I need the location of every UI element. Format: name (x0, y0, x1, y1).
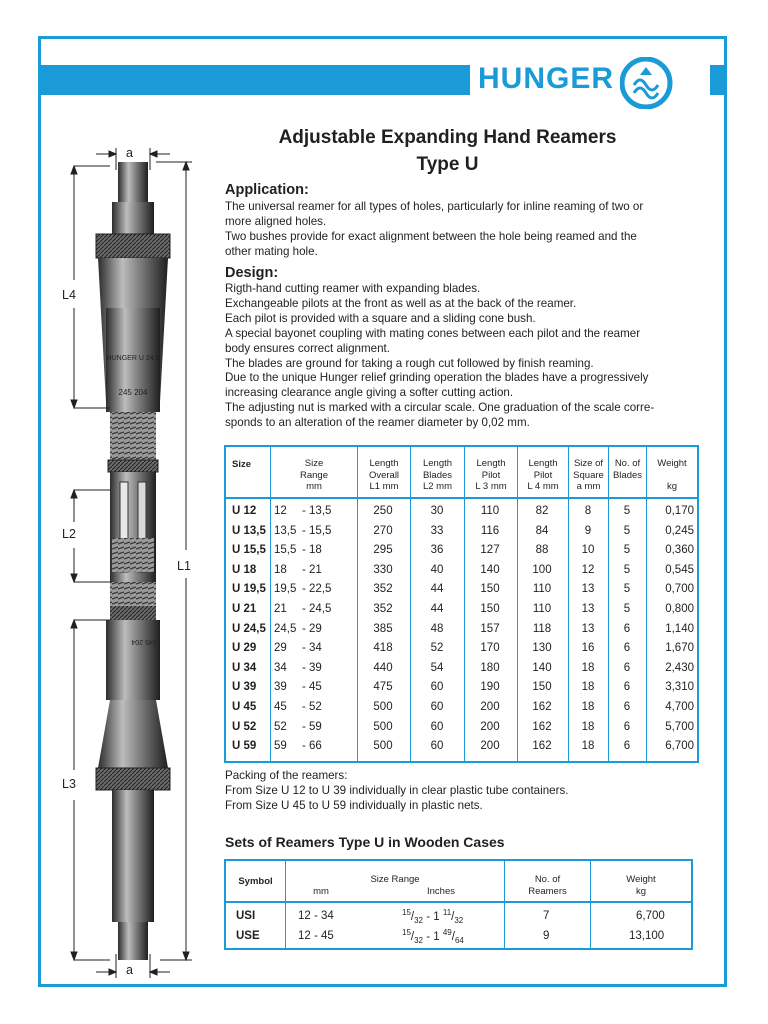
table-cell: 352 (373, 583, 393, 596)
table-cell: 440 (373, 661, 393, 674)
design-line: sponds to an alteration of the reamer diameter by 0,02 mm. (225, 416, 530, 430)
sets-cell-inches: $^{15}/_{32} - 1$ $^{49}/_{64}$ (402, 928, 464, 946)
table-cell: 5,700 (665, 720, 694, 733)
table-cell: U 19,5 (232, 583, 266, 596)
table-cell: 18 (581, 720, 595, 733)
table-cell: 3,310 (665, 681, 694, 694)
sets-cell-reamers: 9 (543, 930, 550, 942)
table-header-line: Length (422, 458, 453, 469)
application-line: other mating hole. (225, 244, 318, 258)
table-cell: 44 (430, 603, 444, 615)
packing-line: From Size U 45 to U 59 individually in plastic nets. (225, 798, 483, 812)
table-header-line: Overall (368, 469, 400, 481)
page-title-line2: Type U (416, 154, 479, 175)
table-cell: 418 (373, 642, 393, 655)
table-cell: 162 (532, 740, 552, 753)
table-cell: 13 (581, 622, 595, 635)
table-header-line: Blades (422, 469, 453, 481)
table-cell: 6 (623, 622, 631, 635)
table-cell: U 52 (232, 720, 257, 733)
table-cell: - 15,5 (302, 524, 332, 537)
table-cell: 0,360 (665, 544, 694, 557)
fraction-denominator: 32 (454, 916, 464, 926)
brand-emblem-icon (620, 57, 710, 109)
table-cell: 5 (623, 505, 631, 517)
table-header-line: kg (666, 481, 678, 492)
sets-cell-weight: 6,700 (636, 910, 665, 922)
table-cell: 100 (532, 563, 552, 576)
sets-cell-weight: 13,100 (629, 930, 665, 942)
packing-text (225, 769, 568, 814)
table-cell: 4,700 (665, 701, 694, 713)
table-header-line: Length (528, 458, 558, 469)
table-cell: 15,5 (274, 544, 297, 557)
table-cell: - 29 (302, 622, 322, 635)
table-cell: 30 (430, 505, 444, 517)
table-cell: 475 (373, 681, 393, 694)
table-cell: - 39 (302, 661, 322, 674)
table-cell: 6 (623, 661, 631, 674)
table-cell: 162 (532, 720, 552, 733)
table-cell: U 15,5 (232, 544, 266, 557)
table-cell: - 59 (302, 720, 322, 733)
table-cell: 0,170 (665, 505, 694, 517)
sets-header-reamers-line: No. of (534, 874, 561, 885)
table-header-cell (411, 458, 464, 493)
table-cell: 140 (480, 563, 500, 576)
table-cell: 5 (623, 544, 631, 557)
sets-header-inches: Inches (427, 886, 455, 897)
table-cell: 13,5 (274, 524, 297, 537)
table-header-cell (569, 458, 608, 493)
table-cell: U 21 (232, 603, 257, 615)
fraction-denominator: 64 (454, 936, 464, 946)
packing-line: From Size U 12 to U 39 individually in clear plastic tube containers. (225, 783, 569, 797)
sets-table (224, 859, 693, 950)
design-line: Exchangeable pilots at the front as well as at the back of the reamer. (225, 296, 577, 310)
table-cell: 0,700 (665, 583, 694, 596)
table-cell: - 45 (302, 681, 322, 694)
table-cell: 13 (581, 583, 595, 596)
sets-cell-symbol: USI (236, 910, 256, 922)
table-cell: 52 (430, 642, 444, 655)
table-cell: 60 (430, 681, 444, 694)
sets-heading: Sets of Reamers Type U in Wooden Cases (225, 834, 505, 850)
dim-l4: L4 (62, 288, 76, 302)
table-cell: 130 (532, 642, 552, 655)
table-cell: 0,800 (665, 603, 694, 615)
dim-l3: L3 (62, 777, 76, 791)
table-cell: 6 (623, 720, 631, 733)
table-cell: 162 (532, 701, 552, 713)
design-line: The adjusting nut is marked with a circular scale. One graduation of the scale corre- (225, 401, 655, 415)
table-header-line: L1 mm (369, 481, 399, 492)
table-cell: 118 (532, 622, 552, 635)
sets-header-weight (591, 874, 691, 897)
table-cell: 6 (623, 701, 631, 713)
table-cell: - 52 (302, 701, 322, 713)
table-header-line: Size (232, 459, 252, 470)
table-cell: 0,245 (665, 524, 694, 537)
table-cell: 18 (581, 701, 595, 713)
reamer-size-table (224, 445, 699, 763)
table-cell: 60 (430, 720, 444, 733)
dim-l2: L2 (62, 527, 76, 541)
table-cell: 6 (623, 681, 631, 694)
table-cell: 190 (480, 681, 500, 694)
sets-header-mm: mm (313, 886, 329, 897)
table-cell: 500 (373, 701, 393, 713)
table-cell: 19,5 (274, 583, 297, 596)
table-cell: 270 (373, 524, 393, 537)
table-cell: 54 (430, 661, 444, 674)
table-cell: 6 (623, 740, 631, 753)
table-cell: 12 (581, 563, 595, 576)
table-header-line: L 4 mm (527, 481, 559, 492)
table-header-line: Length (476, 458, 506, 469)
packing-line: Packing of the reamers: (225, 769, 348, 782)
table-cell: 16 (581, 642, 595, 655)
dim-a-top: a (126, 146, 133, 160)
table-cell: - 66 (302, 740, 322, 753)
table-cell: 250 (373, 505, 393, 517)
table-cell: 2,430 (665, 661, 694, 674)
table-cell: 82 (535, 505, 549, 517)
application-line: more aligned holes. (225, 214, 327, 228)
table-header-cell (358, 458, 410, 493)
table-cell: 5 (623, 524, 631, 537)
table-cell: - 22,5 (302, 583, 332, 596)
table-cell: 60 (430, 740, 444, 753)
sets-cell-symbol: USE (236, 930, 260, 942)
dim-a-bottom: a (126, 963, 133, 977)
table-cell: 110 (532, 603, 552, 615)
table-cell: 110 (480, 505, 500, 517)
table-cell: - 24,5 (302, 603, 332, 615)
table-cell: 18 (581, 661, 595, 674)
table-cell: 150 (480, 583, 500, 596)
table-cell: 9 (584, 524, 592, 537)
design-line: Rigth-hand cutting reamer with expanding blades. (225, 282, 481, 295)
table-cell: 352 (373, 603, 393, 615)
page-title-line1: Adjustable Expanding Hand Reamers (278, 127, 617, 148)
table-cell: U 12 (232, 505, 257, 517)
application-heading: Application: (225, 182, 309, 198)
table-cell: U 29 (232, 642, 257, 655)
table-cell: 18 (581, 681, 595, 694)
table-cell: 1,670 (665, 642, 694, 655)
table-cell: U 34 (232, 661, 257, 674)
table-cell: U 59 (232, 740, 257, 753)
application-line: Two bushes provide for exact alignment between the hole being reamed and the (225, 229, 637, 243)
table-cell: 10 (581, 544, 595, 557)
table-cell: 13 (581, 603, 595, 615)
table-header-line: Blades (612, 469, 643, 481)
table-cell: 12 (274, 505, 287, 517)
table-cell: U 13,5 (232, 524, 266, 537)
design-heading: Design: (225, 265, 279, 281)
design-line: Each pilot is provided with a square and a sliding cone bush. (225, 311, 536, 325)
sets-header-size-range: Size Range (370, 874, 420, 885)
table-cell: 116 (480, 524, 500, 537)
table-cell: U 18 (232, 563, 257, 576)
table-header-line: mm (306, 481, 322, 492)
table-cell: 84 (535, 524, 549, 537)
table-cell: 157 (480, 622, 500, 635)
table-cell: U 24,5 (232, 622, 266, 635)
table-cell: - 13,5 (302, 505, 332, 517)
table-header-line: Pilot (481, 469, 501, 481)
fraction-denominator: 32 (414, 916, 424, 926)
table-header-cell (609, 458, 646, 481)
engraving-lower: 245 204 (131, 638, 157, 645)
application-line: The universal reamer for all types of holes, particularly for inline reaming of two or (225, 200, 644, 213)
table-header-line: Weight (657, 458, 687, 469)
table-cell: 18 (274, 563, 287, 576)
table-header-line: L 3 mm (475, 481, 507, 492)
table-cell: 48 (430, 622, 444, 635)
table-header-line: No. of (614, 458, 641, 469)
table-header-line: Length (369, 458, 399, 469)
table-header-line: Size of (573, 458, 604, 469)
table-cell: 33 (430, 524, 444, 537)
sets-cell-reamers: 7 (543, 910, 550, 922)
design-text (225, 282, 705, 431)
table-header-cell (271, 458, 357, 493)
table-cell: 200 (480, 740, 500, 753)
sets-header-weight-line: kg (635, 885, 647, 897)
table-cell: 8 (584, 505, 592, 517)
table-cell: - 18 (302, 544, 322, 557)
table-cell: 40 (430, 563, 444, 576)
table-header-cell (465, 458, 517, 493)
table-cell: 110 (532, 583, 552, 596)
sets-cell-inches: $^{15}/_{32} - 1$ $^{11}/_{32}$ (402, 908, 464, 926)
table-cell: 59 (274, 740, 287, 753)
fraction-numerator: 15 (402, 908, 411, 917)
table-cell: 500 (373, 720, 393, 733)
table-cell: 6 (623, 642, 631, 655)
table-cell: 140 (532, 661, 552, 674)
table-cell: 200 (480, 720, 500, 733)
table-header-line: Size (304, 458, 324, 469)
fraction-numerator: 11 (442, 908, 452, 917)
table-cell: 6,700 (665, 740, 694, 753)
table-cell: 150 (532, 681, 552, 694)
table-cell: 295 (373, 544, 393, 557)
table-header-line: Pilot (533, 469, 553, 481)
table-cell: 150 (480, 603, 500, 615)
table-cell: 500 (373, 740, 393, 753)
table-cell: 36 (430, 544, 444, 557)
table-cell: U 39 (232, 681, 257, 694)
table-cell: 34 (274, 661, 287, 674)
table-cell: 180 (480, 661, 500, 674)
table-header-cell (647, 458, 697, 493)
table-cell: U 45 (232, 701, 257, 713)
table-cell: 88 (535, 544, 549, 557)
sets-cell-mm: 12 - 34 (298, 910, 334, 922)
engraving-number: 245 204 (118, 388, 148, 397)
table-cell: 5 (623, 563, 631, 576)
fraction-separator: - 1 (426, 930, 440, 943)
table-cell: 60 (430, 701, 444, 713)
fraction-numerator: 49 (442, 928, 452, 937)
table-cell: - 34 (302, 642, 322, 655)
table-cell: - 21 (302, 563, 322, 576)
table-header-line: a mm (576, 481, 601, 492)
table-header-line (647, 470, 697, 482)
table-cell: 0,545 (665, 563, 694, 576)
design-line: The blades are ground for taking a rough cut followed by finish reaming. (225, 356, 594, 370)
table-cell: 385 (373, 622, 393, 635)
sets-header-symbol: Symbol (238, 876, 273, 887)
design-line: A special bayonet coupling with mating cones between each pilot and the reamer (225, 326, 641, 340)
table-header-line: Square (573, 469, 604, 481)
design-line: Due to the unique Hunger relief grinding operation the blades have a progressively (225, 371, 649, 385)
reamer-drawing (40, 110, 240, 1010)
design-line: increasing clearance angle giving a softer cutting action. (225, 386, 514, 400)
design-line: body ensures correct alignment. (225, 341, 390, 355)
table-header-cell (232, 459, 262, 471)
fraction-numerator: 15 (402, 928, 411, 937)
table-cell: 45 (274, 701, 287, 713)
table-cell: 5 (623, 583, 631, 596)
table-cell: 39 (274, 681, 287, 694)
table-cell: 5 (623, 603, 631, 615)
brand-logo-text: HUNGER (478, 62, 615, 95)
table-cell: 52 (274, 720, 287, 733)
sets-cell-mm: 12 - 45 (298, 930, 334, 942)
table-cell: 170 (480, 642, 500, 655)
fraction-separator: - 1 (426, 910, 440, 923)
sets-header-reamers (505, 874, 590, 897)
table-cell: 200 (480, 701, 500, 713)
table-cell: 330 (373, 563, 393, 576)
table-cell: 21 (274, 603, 287, 615)
application-text (225, 200, 705, 260)
engraving-upper: HUNGER U 24,5 (106, 355, 160, 362)
table-header-line: Range (300, 469, 328, 481)
sets-header-weight-line: Weight (626, 874, 656, 885)
fraction-denominator: 32 (414, 936, 424, 946)
table-header-line: L2 mm (422, 481, 453, 492)
table-cell: 29 (274, 642, 287, 655)
table-header-cell (518, 458, 568, 493)
table-cell: 18 (581, 740, 595, 753)
table-cell: 127 (480, 544, 500, 557)
table-cell: 1,140 (665, 622, 694, 635)
sets-header-reamers-line: Reamers (528, 885, 567, 897)
table-cell: 24,5 (274, 622, 297, 635)
table-cell: 44 (430, 583, 444, 596)
dim-l1: L1 (177, 559, 191, 573)
